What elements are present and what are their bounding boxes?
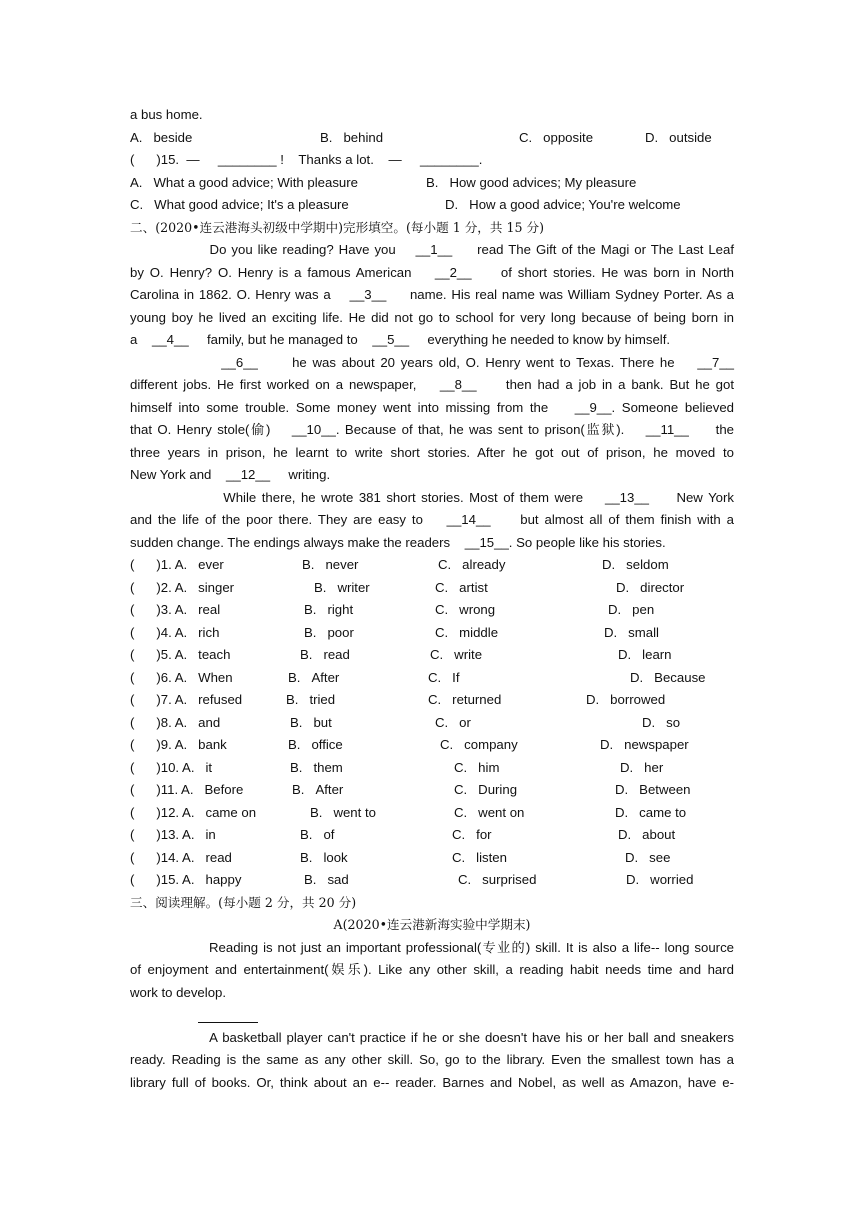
option-a: ( )1. A. ever: [130, 557, 224, 572]
option-c: C. for: [452, 827, 492, 842]
answer-blank: [198, 1008, 258, 1023]
paragraph-line: library full of books. Or, think about an e-- reader. Barnes and Nobel, as well as Amazon, have e-: [130, 1074, 734, 1090]
option-b: B. After: [288, 669, 340, 685]
question-15-options-cd: [130, 194, 734, 217]
cloze-question-row: [130, 622, 734, 645]
option-b: B. read: [300, 647, 350, 662]
passage-line: himself into some trouble. Some money went into missing from the __9__. Someone believed: [130, 399, 734, 415]
cloze-question-row: [130, 689, 734, 712]
option-a: ( )14. A. read: [130, 849, 232, 865]
option-b: B. never: [302, 557, 359, 572]
option-d: D. Because: [630, 669, 706, 685]
option-c: C. write: [430, 647, 483, 662]
option-d: D. borrowed: [586, 692, 666, 707]
option-c: C. What good advice; It's a pleasure: [130, 197, 349, 212]
passage-line: Carolina in 1862. O. Henry was a __3__ name. His real name was William Sydney Porter. As a: [130, 287, 734, 302]
option-b: B. office: [288, 737, 343, 752]
cloze-question-row: [130, 577, 734, 600]
cloze-question-row: [130, 599, 734, 622]
option-a: A. beside: [130, 129, 193, 145]
paragraph-line: work to develop.: [130, 984, 227, 1000]
option-c: C. middle: [435, 624, 499, 640]
option-d: D. seldom: [602, 557, 669, 572]
option-c: C. wrong: [435, 602, 496, 617]
option-b: B. writer: [314, 579, 370, 595]
cloze-question-row: [130, 847, 734, 870]
option-b: B. poor: [304, 624, 354, 640]
paragraph-line: A basketball player can't practice if he or she doesn't have his or her ball and sneakers: [130, 1029, 734, 1045]
option-a: ( )6. A. When: [130, 669, 233, 685]
option-b: B. right: [304, 602, 354, 617]
option-d: D. learn: [618, 647, 672, 662]
option-a: ( )5. A. teach: [130, 647, 231, 662]
option-b: B. them: [290, 759, 343, 775]
option-a: ( )10. A. it: [130, 759, 213, 775]
passage-line: and the life of the poor there. They are easy to __14__ but almost all of them finish with a: [130, 512, 734, 527]
text-line: a bus home.: [130, 107, 203, 122]
cloze-questions: [130, 554, 734, 892]
option-b: B. of: [300, 827, 335, 842]
option-d: D. outside: [645, 129, 712, 145]
cloze-question-row: [130, 779, 734, 802]
option-d: D. Between: [615, 782, 691, 797]
option-d: D. her: [620, 759, 664, 775]
option-a: ( )9. A. bank: [130, 737, 227, 752]
option-b: B. went to: [310, 804, 376, 820]
option-d: D. pen: [608, 602, 655, 617]
option-d: D. about: [618, 827, 676, 842]
passage-line: sudden change. The endings always make the readers __15__. So people like his stories.: [130, 534, 666, 550]
paragraph-line: of enjoyment and entertainment(娱乐). Like any other skill, a reading habit needs time and hard: [130, 962, 734, 977]
cloze-question-row: [130, 802, 734, 825]
cloze-question-row: [130, 554, 734, 577]
option-a: ( )12. A. came on: [130, 804, 257, 820]
option-c: C. During: [454, 782, 518, 797]
option-b: B. How good advices; My pleasure: [426, 174, 637, 190]
option-c: C. company: [440, 737, 518, 752]
option-a: ( )15. A. happy: [130, 872, 242, 887]
cloze-question-row: [130, 734, 734, 757]
option-d: D. How a good advice; You're welcome: [445, 197, 681, 212]
exam-page: [130, 104, 734, 1094]
passage-line: three years in prison, he learnt to write short stories. After he got out of prison, he moved to: [130, 444, 734, 460]
option-c: C. already: [438, 557, 506, 572]
option-d: D. small: [604, 624, 659, 640]
option-c: C. artist: [435, 579, 488, 595]
option-c: C. If: [428, 669, 460, 685]
option-d: D. worried: [626, 872, 694, 887]
option-c: C. listen: [452, 849, 507, 865]
question-15-options-ab: [130, 172, 734, 195]
option-b: B. sad: [304, 872, 349, 887]
option-b: B. but: [290, 714, 332, 730]
option-b: B. look: [300, 849, 348, 865]
paragraph-line: Reading is not just an important professional(专业的) skill. It is also a life-- long source: [130, 939, 734, 955]
option-d: D. so: [642, 714, 681, 730]
section-3-heading: 三、阅读理解。(每小题 2 分，共 20 分): [130, 894, 357, 910]
option-c: C. or: [435, 714, 471, 730]
passage-line: a __4__ family, but he managed to __5__ everything he needed to know by himself.: [130, 332, 671, 347]
option-d: D. came to: [615, 804, 687, 820]
reading-paragraph-1: [130, 937, 734, 1005]
passage-line: While there, he wrote 381 short stories. Most of them were __13__ New York: [130, 489, 734, 505]
passage-line: Do you like reading? Have you __1__ read The Gift of the Magi or The Last Leaf: [130, 242, 734, 257]
cloze-question-row: [130, 824, 734, 847]
paragraph-line: ready. Reading is the same as any other skill. So, go to the library. Even the smallest town has a: [130, 1052, 734, 1067]
option-c: C. returned: [428, 692, 502, 707]
option-b: B. tried: [286, 692, 336, 707]
option-a: ( )2. A. singer: [130, 579, 235, 595]
cloze-question-row: [130, 667, 734, 690]
option-a: ( )11. A. Before: [130, 782, 244, 797]
section-2-heading: 二、(2020•连云港海头初级中学期中)完形填空。(每小题 1 分，共 15 分): [130, 219, 545, 235]
passage-line: __6__ he was about 20 years old, O. Henry went to Texas. There he __7__: [130, 354, 734, 370]
option-b: B. After: [292, 782, 344, 797]
option-b: B. behind: [320, 129, 384, 145]
option-a: ( )13. A. in: [130, 827, 216, 842]
option-a: A. What a good advice; With pleasure: [130, 174, 358, 190]
question-14-options: [130, 127, 734, 150]
passage-line: New York and __12__ writing.: [130, 467, 331, 482]
option-d: D. see: [625, 849, 671, 865]
option-a: ( )7. A. refused: [130, 692, 243, 707]
option-c: C. him: [454, 759, 500, 775]
passage-line: different jobs. He first worked on a newspaper, __8__ then had a job in a bank. But he got: [130, 377, 734, 392]
cloze-passage: [130, 239, 734, 554]
passage-line: young boy he lived an exciting life. He did not go to school for very long because of being born in: [130, 309, 734, 325]
option-a: ( )8. A. and: [130, 714, 221, 730]
heading-blank: [130, 1004, 734, 1027]
option-d: D. newspaper: [600, 737, 689, 752]
cloze-question-row: [130, 644, 734, 667]
question-15-stem: ( )15. — ________ ! Thanks a lot. — ________.: [130, 152, 483, 167]
cloze-question-row: [130, 757, 734, 780]
option-a: ( )3. A. real: [130, 602, 221, 617]
option-c: C. surprised: [458, 872, 537, 887]
option-c: C. opposite: [519, 129, 594, 145]
reading-paragraph-2: [130, 1027, 734, 1095]
option-a: ( )4. A. rich: [130, 624, 220, 640]
passage-line: by O. Henry? O. Henry is a famous American __2__ of short stories. He was born in North: [130, 264, 734, 280]
option-d: D. director: [616, 579, 685, 595]
passage-line: that O. Henry stole(偷) __10__. Because of that, he was sent to prison(监狱). __11__ the: [130, 422, 734, 437]
cloze-question-row: [130, 869, 734, 892]
cloze-question-row: [130, 712, 734, 735]
option-c: C. went on: [454, 804, 525, 820]
reading-a-heading: A(2020•连云港新海实验中学期末): [333, 917, 531, 932]
